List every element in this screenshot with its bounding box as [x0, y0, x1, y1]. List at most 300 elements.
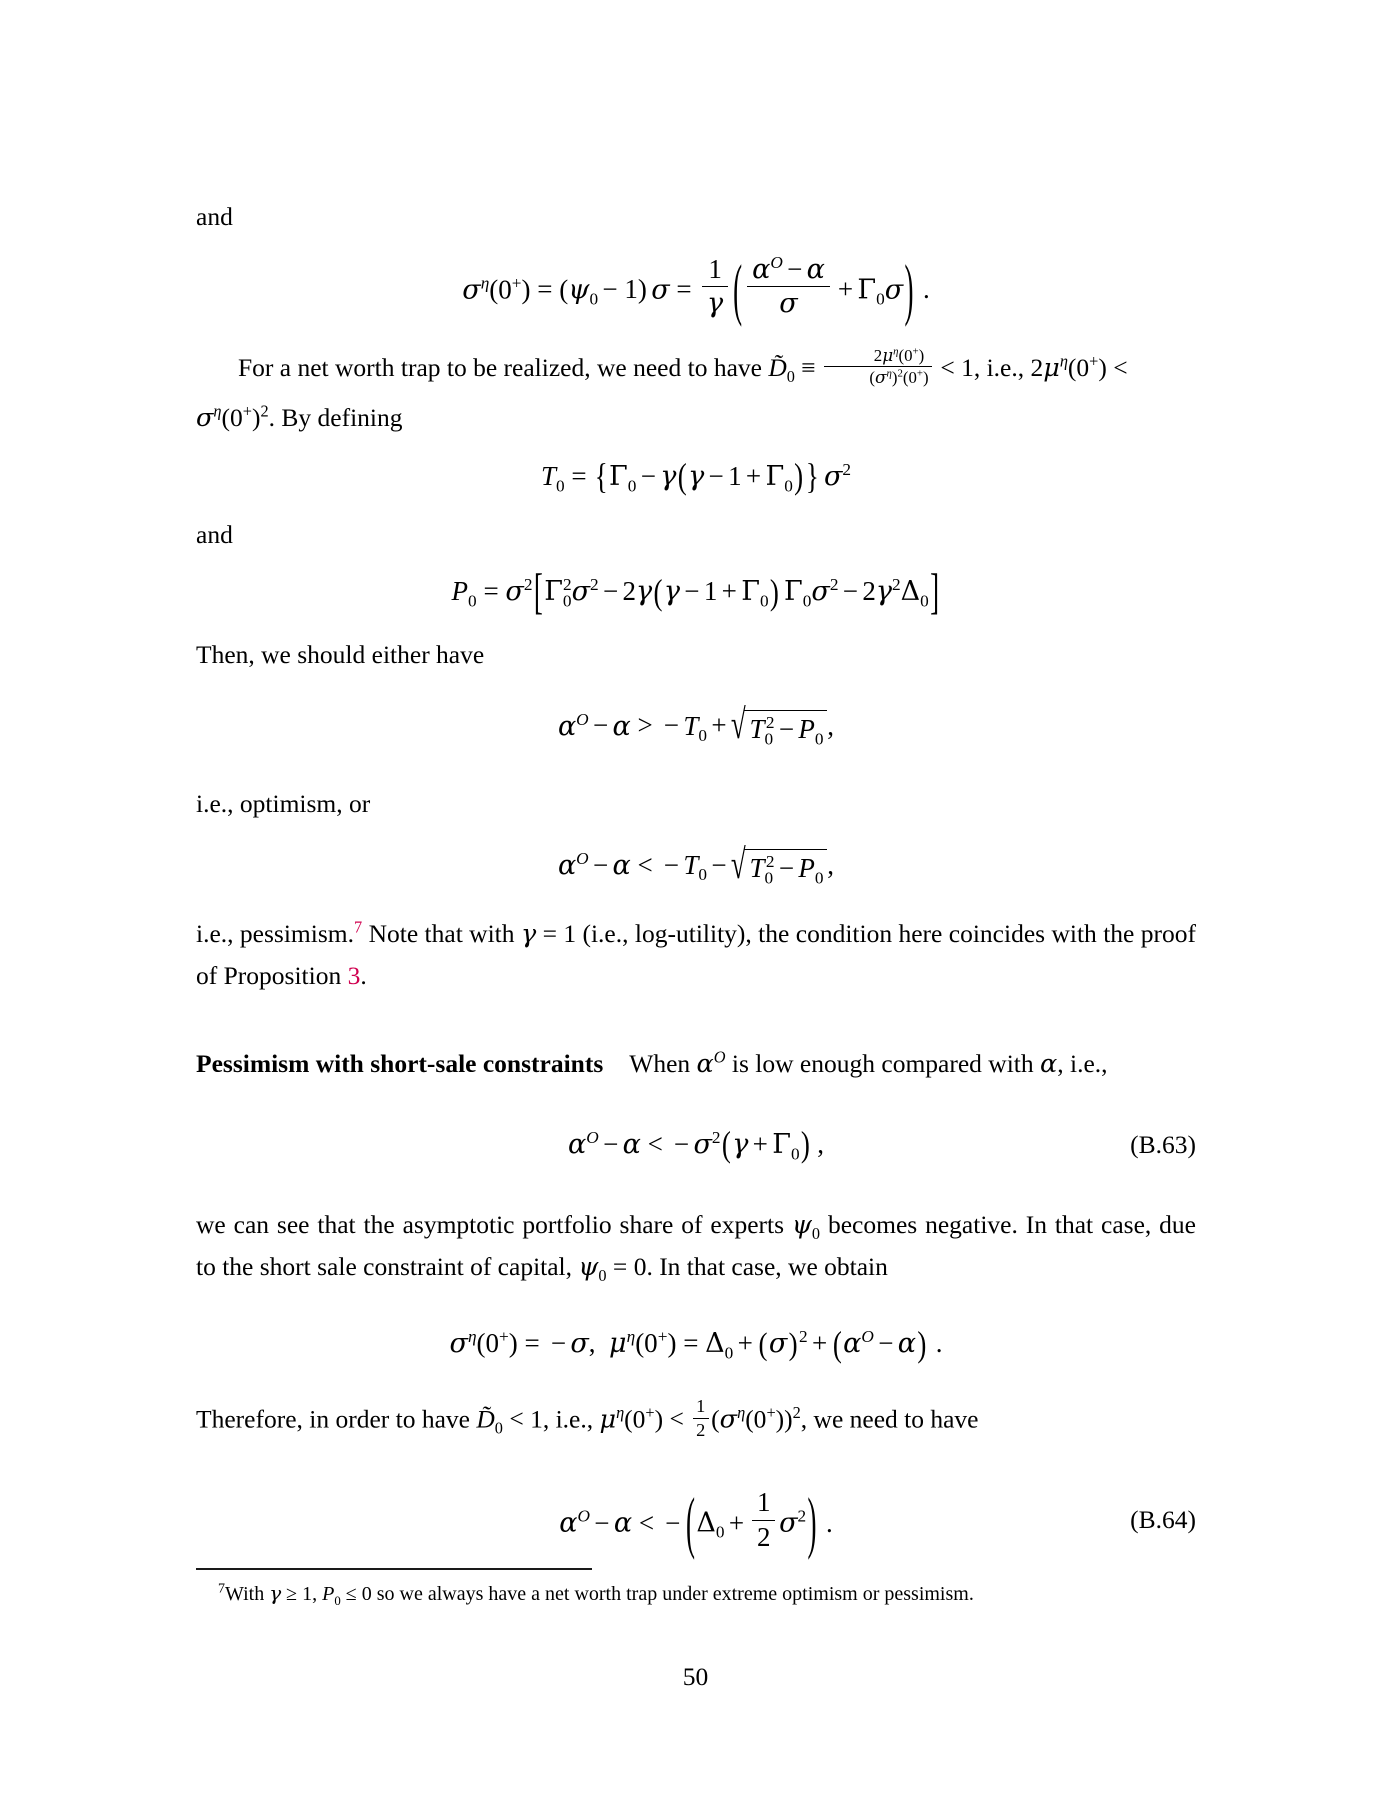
- math-frac-D: [824, 346, 931, 388]
- math-opt-neg: −: [663, 710, 680, 741]
- heading-text-3: , i.e.,: [1057, 1048, 1108, 1078]
- math-sigma-3: σ: [884, 274, 904, 306]
- math-b63-comma: ,: [817, 1128, 824, 1159]
- math-b64-Delta-sub: 0: [715, 1523, 725, 1543]
- math-opt-gt: >: [637, 710, 653, 741]
- math-sm-plus: +: [737, 1328, 753, 1359]
- math-th-sigma-arg-sup: +: [766, 1402, 776, 1422]
- math-sigma-2: σ: [651, 274, 670, 306]
- math-b64-neg: −: [665, 1507, 681, 1538]
- math-frac-alpha: [747, 254, 830, 320]
- math-sm-mu-arg-sup: +: [657, 1327, 668, 1347]
- equation-sigma-mu: [196, 1323, 1196, 1364]
- math-period: .: [922, 274, 930, 305]
- math-num-2: 2: [873, 345, 883, 365]
- math-frac-alpha-num: [747, 254, 830, 287]
- math-th-frac-half: [693, 1396, 709, 1442]
- math-th-sigma: σ: [719, 1404, 738, 1435]
- equation-number-B63: (B.63): [1130, 1129, 1196, 1159]
- math-asym-equals: =: [612, 1252, 628, 1282]
- equation-B63-body: [568, 1123, 824, 1165]
- math-sm-paren2-close: ): [917, 1323, 927, 1364]
- math-sm-mu: μ: [609, 1328, 627, 1360]
- heading-text-2: is low enough compared with: [725, 1048, 1040, 1078]
- math-opt-rad-T-sub: 0: [764, 729, 774, 749]
- equation-T0: [196, 455, 1196, 497]
- math-th-sigma-arg: (0: [745, 1404, 767, 1434]
- math-th-paren-open: (: [711, 1404, 720, 1434]
- math-asym-psi2-sub: 0: [598, 1266, 607, 1286]
- math-P-Gamma-2: Γ: [741, 576, 760, 608]
- page-content: [196, 196, 1197, 1561]
- math-den-arg-sup: +: [916, 367, 923, 380]
- math-b63-sigma-pow: 2: [711, 1127, 721, 1147]
- math-th-mu-arg-close: ): [654, 1404, 664, 1434]
- page-number: 50: [682, 1662, 709, 1691]
- math-b64-frac-den: 2: [756, 1521, 771, 1552]
- asymptotic-text-2: becomes negative. In that case, due to the short sale constraint of capital,: [196, 1210, 1197, 1282]
- math-P-sigma-3: σ: [811, 576, 830, 608]
- asymptotic-text-3: 0. In that case, we obtain: [633, 1252, 888, 1282]
- math-sm-sigma: σ: [449, 1328, 468, 1360]
- math-pess-rad-T-sub: 0: [764, 868, 774, 888]
- math-P-equals: =: [483, 576, 499, 607]
- math-fn-gamma: γ: [269, 1581, 282, 1605]
- math-T-paren-close: ): [794, 455, 804, 497]
- math-plus-sup: +: [511, 273, 522, 293]
- math-heading-alpha-sup: O: [713, 1047, 726, 1067]
- math-b64-minus: −: [594, 1507, 610, 1538]
- section-heading-inline: Pessimism with short-sale constraints: [196, 1048, 604, 1078]
- footnote-number: 7: [218, 1581, 225, 1597]
- math-th-mu-arg: (0: [624, 1404, 646, 1434]
- math-b63-alpha-sup: O: [586, 1127, 599, 1147]
- math-T-one: 1: [728, 460, 742, 491]
- math-th-mu-sup: η: [616, 1402, 625, 1422]
- math-brace-close: }: [805, 455, 819, 497]
- math-t2-2: 2: [1030, 352, 1044, 382]
- math-arg-open: (0: [489, 274, 512, 305]
- math-P-minus-2: −: [684, 576, 700, 607]
- math-P-paren-close: ): [769, 571, 779, 612]
- math-opt-rad-T: T: [749, 713, 765, 744]
- math-fn-leq: ≤: [345, 1583, 357, 1605]
- math-sm-alpha: α: [843, 1328, 862, 1360]
- math-T-Gamma: Γ: [609, 460, 628, 492]
- equation-pessimism: [196, 840, 1196, 889]
- para-pessimism-text: i.e., pessimism.: [196, 918, 354, 948]
- math-opt-rad-T-pow: 2: [765, 712, 775, 732]
- math-sm-alpha-2: α: [897, 1328, 916, 1360]
- math-den-pow: 2: [897, 367, 903, 380]
- math-arg-close: ): [521, 274, 531, 305]
- math-th-sigma-arg-close: )): [775, 1404, 793, 1434]
- math-den-sigma: σ: [875, 367, 887, 388]
- math-sm-sigma-3: σ: [768, 1328, 788, 1360]
- math-b64-frac-num: 1: [752, 1487, 775, 1520]
- math-equals: =: [537, 274, 553, 305]
- math-alpha: α: [752, 254, 771, 285]
- math-b63-alpha: α: [568, 1128, 587, 1160]
- math-opt-rad-minus: −: [778, 713, 795, 744]
- math-sm-sigma-sup: η: [467, 1327, 477, 1347]
- footnote-text-3: 0 so we always have a net worth trap under extreme optimism or pessimism.: [361, 1583, 974, 1605]
- math-pess-neg: −: [663, 849, 680, 880]
- math-sm-Delta-sub: 0: [724, 1343, 734, 1363]
- label-optimism-or: i.e., optimism, or: [196, 789, 371, 819]
- math-P-two-2: 2: [862, 576, 876, 607]
- math-mu: μ: [882, 344, 894, 365]
- math-sm-arg-close: ): [508, 1328, 518, 1359]
- math-P-Gamma3-sub: 0: [802, 591, 812, 611]
- math-P-Gamma-sub: 0: [562, 591, 572, 611]
- math-T-equals: =: [571, 460, 587, 491]
- math-opt-alpha-sup: O: [576, 709, 589, 729]
- math-b63-Gamma-sub: 0: [790, 1144, 800, 1164]
- therefore-text-1: Therefore, in order to have: [196, 1404, 477, 1434]
- math-T-sigma-pow: 2: [842, 459, 852, 479]
- math-sm-mu-sup: η: [626, 1327, 636, 1347]
- math-b63-Gamma: Γ: [772, 1128, 791, 1160]
- math-P-Gamma-pow: 2: [562, 575, 572, 595]
- math-b64-sigma: σ: [779, 1507, 798, 1539]
- math-pess-minus-2: −: [711, 849, 727, 880]
- math-th-frac-num: 1: [693, 1396, 709, 1419]
- math-b63-sigma: σ: [693, 1128, 712, 1160]
- math-den-open: (: [869, 368, 876, 388]
- math-lt: <: [940, 352, 955, 382]
- math-paren-close-big: ): [904, 250, 914, 328]
- para-pessimism-text-3: 1 (i.e., log-utility), the condition here coincides with the proof of Proposition: [196, 918, 1197, 990]
- math-b64-frac-half: [752, 1487, 775, 1553]
- math-pess-rad-T: T: [749, 853, 765, 884]
- math-sm-paren-close: ): [788, 1326, 798, 1362]
- math-th-mu: μ: [599, 1404, 617, 1435]
- math-opt-minus: −: [592, 710, 609, 741]
- equation-sigma-eta-body: $\sigma^\eta(0^+) = (\psi_0 - 1) \sigma$ = $\frac{1}{\gamma}$ ( $\frac{\alpha^O - \alpha}{\sigma}$ + $\Gamma_0\sigma$) .: [462, 254, 929, 320]
- math-b64-lt: <: [638, 1507, 655, 1538]
- math-pess-alpha: α: [557, 849, 577, 881]
- math-den-arg-close: ): [922, 368, 929, 388]
- math-b64-paren-close: ): [807, 1484, 817, 1561]
- math-P-minus-1: −: [602, 576, 619, 607]
- math-P-minus-3: −: [842, 576, 859, 607]
- math-P-sigma-2: σ: [571, 576, 591, 608]
- math-D-tilde: D̃: [768, 352, 787, 382]
- math-sm-comma: ,: [588, 1328, 596, 1359]
- math-P-Gamma-3: Γ: [784, 576, 803, 608]
- math-sm-sigma-2: σ: [570, 1328, 589, 1360]
- math-T-Gamma-2: Γ: [765, 460, 785, 492]
- math-frac-num: 1: [702, 254, 728, 287]
- math-opt-alpha-2: α: [612, 710, 631, 742]
- math-radical-sign-2: √: [730, 840, 746, 888]
- math-P-plus: +: [721, 576, 737, 607]
- math-pess-lt: <: [637, 849, 653, 880]
- math-th-lt: <: [509, 1404, 524, 1434]
- math-b64-sigma-pow: 2: [797, 1506, 807, 1526]
- math-T-sigma: σ: [823, 460, 843, 492]
- equation-B63: [196, 1123, 1196, 1165]
- math-th-lt-2: <: [669, 1404, 684, 1434]
- math-line2-sigma-sup: η: [213, 401, 222, 421]
- math-b64-alpha: α: [559, 1507, 578, 1539]
- math-b63-neg: −: [673, 1128, 690, 1159]
- equation-pessimism-body: [557, 840, 835, 889]
- math-asym-psi: ψ: [791, 1210, 812, 1241]
- math-asym-psi-sub: 0: [811, 1224, 821, 1244]
- math-pess-rad-P: P: [798, 853, 815, 884]
- math-sm-neg: −: [550, 1328, 567, 1359]
- math-pess-rad-minus: −: [778, 853, 795, 884]
- math-t2-arg: (0: [1067, 352, 1090, 382]
- math-alpha-sup-O: O: [770, 253, 783, 272]
- math-sm-arg-sup: +: [499, 1327, 509, 1347]
- math-T-Gamma2-sub: 0: [784, 475, 793, 495]
- paragraph-net-worth-trap: [196, 346, 1196, 389]
- math-fn-geq: ≥: [286, 1583, 298, 1605]
- math-num-arg-close: ): [918, 345, 925, 365]
- math-sm-mu-arg-close: ): [667, 1328, 677, 1359]
- math-th-mu-arg-sup: +: [645, 1402, 655, 1422]
- equation-T0-body: [540, 455, 852, 497]
- math-pess-minus: −: [592, 849, 609, 880]
- math-sm-mu-arg: (0: [635, 1328, 658, 1359]
- equation-B64: [196, 1484, 1196, 1561]
- math-T-plus: +: [745, 460, 762, 491]
- math-Gamma-sub: 0: [876, 289, 885, 309]
- math-P-Delta-sub: 0: [920, 591, 929, 611]
- math-T-gamma-2: γ: [688, 460, 705, 492]
- math-pess-note-equals: =: [542, 918, 557, 948]
- math-t2-arg-close: ): [1098, 352, 1107, 382]
- footnote-text: [196, 1578, 1196, 1609]
- math-pess-note-gamma: γ: [520, 918, 537, 949]
- math-opt-T: T: [683, 710, 699, 741]
- math-minus: −: [787, 254, 803, 284]
- math-radicand-2: [744, 849, 827, 888]
- math-b63-paren-close: ): [800, 1123, 810, 1165]
- math-P-Gamma: Γ: [544, 576, 563, 608]
- footnote-text-2: 1,: [302, 1583, 323, 1605]
- math-b64-plus: +: [728, 1507, 745, 1538]
- paragraph-pessimism-short-sale: [196, 1043, 1196, 1085]
- math-P-paren-open: (: [653, 571, 663, 612]
- math-fn-P-sub: 0: [334, 1594, 341, 1608]
- math-t2-mu-sup: η: [1059, 351, 1068, 371]
- math-opt-T-sub: 0: [698, 725, 707, 745]
- math-radical-sign: √: [730, 701, 746, 748]
- math-frac-D-num: [824, 346, 931, 368]
- math-T-paren-open: (: [677, 455, 687, 497]
- math-frac-alpha-den: σ: [779, 288, 798, 320]
- math-b64-paren-open: (: [686, 1484, 696, 1561]
- math-frac-D-den: [824, 367, 931, 388]
- label-and-1: and: [196, 202, 233, 231]
- math-sm-minus: −: [878, 1328, 894, 1359]
- math-opt-alpha: α: [557, 710, 577, 742]
- math-P: P: [451, 576, 469, 607]
- equation-B64-body: [559, 1484, 833, 1561]
- math-opt-comma: ,: [827, 710, 835, 741]
- math-line2-sigma: σ: [196, 402, 214, 433]
- math-b63-minus: −: [603, 1128, 619, 1159]
- math-pess-T-sub: 0: [698, 865, 707, 885]
- math-sigma: σ: [462, 274, 481, 306]
- math-num-arg: (0: [898, 345, 913, 365]
- math-P-two: 2: [622, 576, 637, 607]
- math-mu-sup: η: [893, 345, 899, 358]
- math-line2-arg-sup: +: [242, 401, 252, 421]
- math-b64-alpha-sup: O: [577, 1506, 590, 1526]
- math-b63-lt: <: [647, 1128, 663, 1159]
- asymptotic-text-1: we can see that the asymptotic portfolio share of experts: [196, 1210, 792, 1240]
- equation-sigma-eta: [196, 250, 1196, 328]
- equation-P0: [196, 563, 1196, 619]
- math-num-arg-sup: +: [912, 345, 919, 358]
- math-P-sigma2-pow: 2: [590, 575, 599, 595]
- math-D-sub: 0: [786, 366, 795, 386]
- math-den-arg: (0: [902, 368, 917, 388]
- math-sm-plus-2: +: [811, 1328, 828, 1359]
- math-T-Gamma-sub: 0: [627, 475, 637, 495]
- math-sm-paren2-open: (: [832, 1323, 842, 1364]
- equation-sigma-mu-body: [449, 1323, 943, 1364]
- math-Gamma: Γ: [857, 274, 877, 306]
- math-opt-plus: +: [711, 710, 727, 741]
- paragraph-asymptotic-share: [196, 1204, 1196, 1288]
- math-line2-pow: 2: [260, 401, 269, 421]
- footnote-separator-rule: [196, 1568, 592, 1570]
- math-P-sub: 0: [468, 591, 477, 611]
- math-heading-alpha: α: [696, 1048, 714, 1079]
- math-frac-den: γ: [707, 288, 724, 320]
- math-psi: ψ: [568, 274, 590, 306]
- para-text-by-defining: . By defining: [268, 402, 403, 432]
- math-opt-rad-P: P: [798, 713, 815, 744]
- math-th-sigma-sup: η: [737, 1402, 746, 1422]
- math-P-sigma-pow: 2: [523, 575, 533, 595]
- math-frac-1-gamma: [702, 254, 728, 320]
- math-sm-period: .: [935, 1328, 943, 1359]
- label-and-2: and: [196, 520, 233, 550]
- math-b63-plus: +: [752, 1128, 768, 1159]
- math-P-one: 1: [703, 576, 718, 607]
- equation-P0-body: [451, 563, 941, 619]
- para-text-1: For a net worth trap to be realized, we need to have: [238, 352, 769, 382]
- proposition-reference-link[interactable]: 3: [347, 960, 361, 990]
- math-eta-sup: η: [480, 273, 490, 293]
- therefore-text-3: , we need to have: [800, 1404, 979, 1434]
- math-b63-paren-open: (: [721, 1123, 731, 1165]
- math-opt-rad-P-sub: 0: [814, 729, 824, 749]
- math-th-D-sub: 0: [494, 1418, 503, 1438]
- math-P-sigma: σ: [505, 576, 524, 608]
- math-T-sub: 0: [556, 475, 565, 495]
- math-sm-pow-2: 2: [798, 1327, 808, 1347]
- math-sm-equals-2: =: [683, 1328, 699, 1359]
- math-b64-alpha-2: α: [613, 1507, 633, 1539]
- para-pessimism-period: .: [360, 960, 367, 990]
- math-paren-open-big: (: [733, 250, 743, 328]
- paragraph-net-worth-trap-line2: [196, 397, 1196, 439]
- math-T-gamma: γ: [660, 460, 677, 492]
- math-P-gamma-2: γ: [663, 576, 680, 608]
- math-equals-2: =: [676, 274, 692, 305]
- math-sm-paren-open: (: [758, 1326, 768, 1362]
- heading-text-1: When: [629, 1048, 697, 1078]
- math-b64-period: .: [825, 1507, 833, 1538]
- math-P-Gamma2-sub: 0: [759, 591, 769, 611]
- math-heading-alpha-2: α: [1040, 1048, 1058, 1079]
- math-pess-alpha-sup: O: [576, 848, 589, 868]
- math-b63-alpha-2: α: [622, 1128, 641, 1160]
- math-opt-sqrt: [730, 701, 827, 750]
- paragraph-pessimism-note: [196, 913, 1196, 997]
- para-text-one: 1, i.e.,: [961, 352, 1031, 382]
- math-radicand: [744, 710, 827, 749]
- math-equiv: ≡: [801, 352, 816, 382]
- math-den-sigma-sup: η: [886, 367, 892, 380]
- math-den-close: ): [891, 368, 898, 388]
- math-P-gamma3-pow: 2: [891, 575, 901, 595]
- math-th-D: D̃: [476, 1404, 495, 1434]
- label-then-either: Then, we should either have: [196, 639, 485, 669]
- math-sm-alpha-sup: O: [861, 1327, 874, 1347]
- math-line2-arg: (0: [221, 402, 243, 432]
- math-minus-one: − 1): [602, 274, 647, 305]
- math-pess-rad-P-sub: 0: [814, 868, 824, 888]
- math-pess-alpha-2: α: [612, 849, 631, 881]
- paragraph-therefore: [196, 1396, 1196, 1442]
- math-psi-sub: 0: [589, 289, 599, 309]
- equation-number-B64: (B.64): [1130, 1505, 1196, 1535]
- math-P-gamma: γ: [636, 576, 653, 608]
- math-alpha-2: α: [806, 254, 825, 285]
- math-pess-rad-T-pow: 2: [765, 852, 775, 872]
- math-line2-close: ): [251, 402, 261, 432]
- equation-optimism: [196, 701, 1196, 750]
- para-pessimism-text-2: Note that with: [362, 918, 521, 948]
- math-pess-sqrt: [730, 840, 827, 889]
- math-P-Delta: Δ: [900, 576, 921, 608]
- therefore-text-2: 1, i.e.,: [530, 1404, 600, 1434]
- math-P-bracket-open: [: [533, 563, 543, 619]
- math-pess-T: T: [683, 849, 699, 880]
- math-P-bracket-close: ]: [930, 563, 940, 619]
- math-T-minus-2: −: [708, 460, 724, 491]
- math-th-pow-2: 2: [792, 1402, 801, 1422]
- math-P-sigma3-pow: 2: [829, 575, 839, 595]
- math-fn-P: P: [322, 1583, 335, 1605]
- footnote-marker-link[interactable]: 7: [354, 917, 363, 937]
- math-b63-gamma: γ: [732, 1128, 749, 1160]
- math-sm-equals: =: [524, 1328, 540, 1359]
- math-T: T: [540, 460, 556, 491]
- math-T-minus: −: [640, 460, 656, 491]
- math-sm-Delta: Δ: [705, 1328, 725, 1360]
- math-asym-psi-2: ψ: [578, 1252, 599, 1283]
- math-brace-open: {: [594, 455, 608, 497]
- math-t2-arg-sup: +: [1089, 351, 1099, 371]
- math-P-gamma-3: γ: [875, 576, 892, 608]
- math-t2-mu: μ: [1043, 352, 1060, 383]
- math-th-frac-den: 2: [696, 1420, 706, 1441]
- math-plus: +: [837, 274, 854, 305]
- math-sm-arg: (0: [476, 1328, 500, 1359]
- footnote-text-1: With: [225, 1583, 270, 1605]
- equation-optimism-body: [557, 701, 835, 750]
